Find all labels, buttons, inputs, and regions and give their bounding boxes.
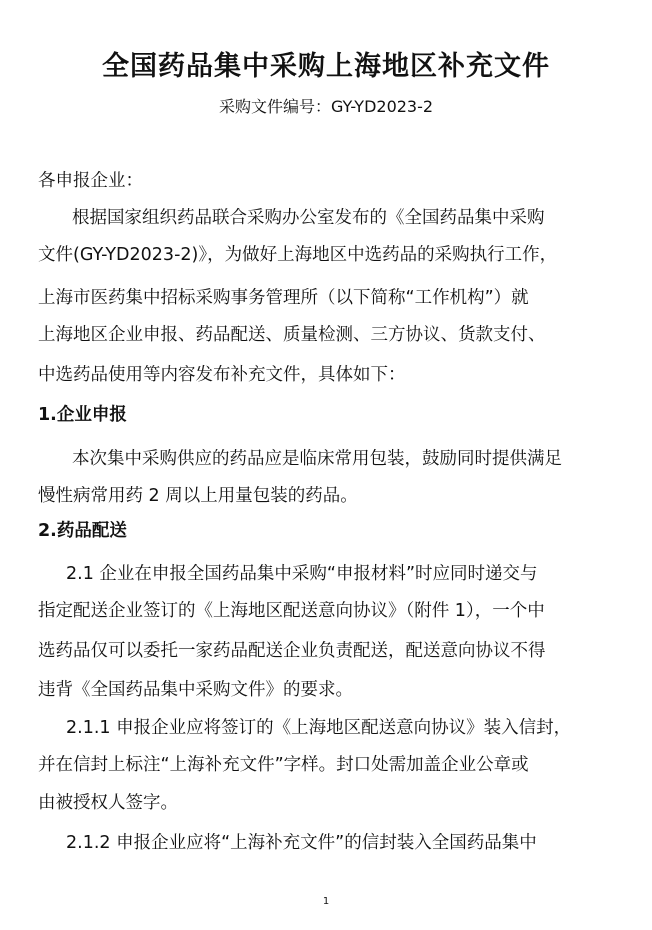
- document-number: 采购文件编号：GY-YD2023-2: [218, 97, 434, 116]
- section2-1-1-line: 并在信封上标注“上海补充文件”字样。封口处需加盖企业公章或: [38, 755, 529, 775]
- intro-line: 上海地区企业申报、药品配送、质量检测、三方协议、货款支付、: [38, 325, 546, 345]
- section-heading-enterprise-application: 1.企业申报: [38, 405, 127, 425]
- section1-line: 本次集中采购供应的药品应是临床常用包装，鼓励同时提供满足: [72, 449, 562, 469]
- section2-1-1-line: 由被授权人签字。: [38, 793, 178, 813]
- page-number: 1: [322, 896, 330, 907]
- document-title: 全国药品集中采购上海地区补充文件: [102, 51, 550, 82]
- section2-1-2-line: 2.1.2 申报企业应将“上海补充文件”的信封装入全国药品集中: [66, 833, 537, 853]
- salutation: 各申报企业：: [38, 171, 143, 191]
- section2-1-line: 指定配送企业签订的《上海地区配送意向协议》（附件 1），一个中: [38, 601, 545, 621]
- intro-line: 根据国家组织药品联合采购办公室发布的《全国药品集中采购: [72, 208, 545, 228]
- section1-line: 慢性病常用药 2 周以上用量包装的药品。: [38, 486, 358, 506]
- section2-1-1-line: 2.1.1 申报企业应将签订的《上海地区配送意向协议》装入信封，: [66, 718, 572, 738]
- intro-line: 中选药品使用等内容发布补充文件，具体如下：: [38, 365, 406, 385]
- intro-line: 文件(GY-YD2023-2)》，为做好上海地区中选药品的采购执行工作，: [38, 245, 558, 265]
- section2-1-line: 违背《全国药品集中采购文件》的要求。: [38, 680, 353, 700]
- section2-1-line: 选药品仅可以委托一家药品配送企业负责配送，配送意向协议不得: [38, 641, 546, 661]
- intro-line: 上海市医药集中招标采购事务管理所（以下简称“工作机构”）就: [38, 288, 529, 308]
- section2-1-line: 2.1 企业在申报全国药品集中采购“申报材料”时应同时递交与: [66, 564, 538, 584]
- section-heading-drug-distribution: 2.药品配送: [38, 521, 127, 541]
